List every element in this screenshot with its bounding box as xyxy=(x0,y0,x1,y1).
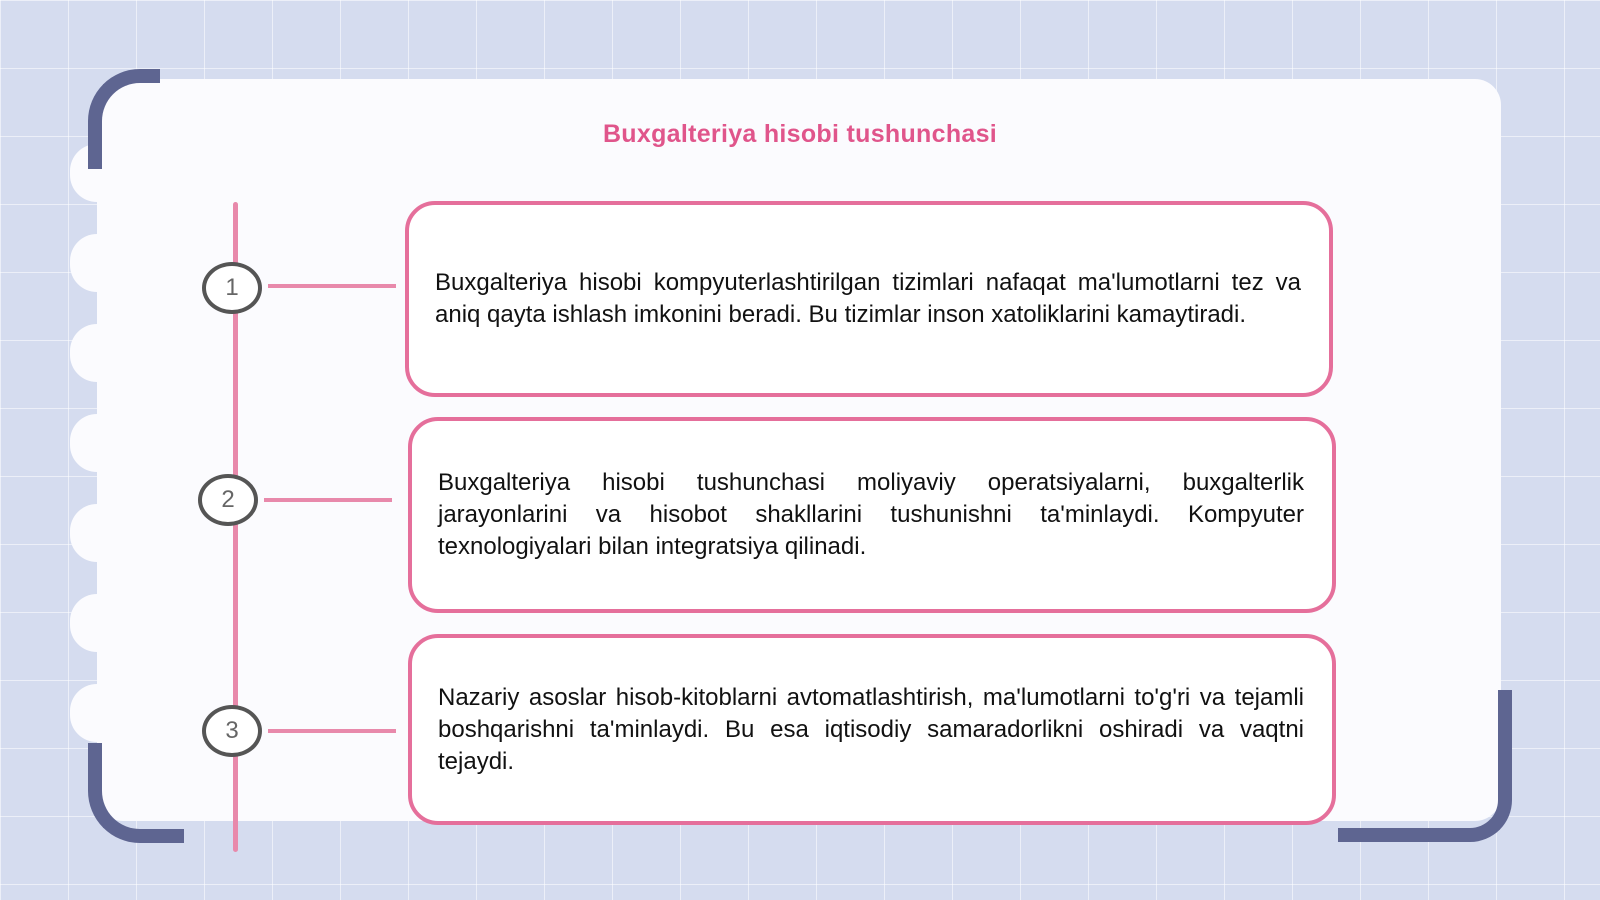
step-card-text: Buxgalteriya hisobi tushunchasi moliyaviy operatsiyalarni, buxgalterlik jarayonlarini va hisobot shakllarini tushunishni ta'minlaydi. Kompyuter texnologiyalari bilan integratsiya qilinadi. xyxy=(438,469,1304,560)
timeline-connector xyxy=(268,284,396,288)
step-number-circle xyxy=(202,705,262,757)
sheet-scallop xyxy=(70,324,124,382)
corner-bracket-bottom-left xyxy=(88,743,184,843)
sheet-scallop xyxy=(70,594,124,652)
step-number-circle xyxy=(202,262,262,314)
sheet-scallop xyxy=(70,504,124,562)
step-number-circle xyxy=(198,474,258,526)
step-card xyxy=(408,634,1336,825)
sheet-scallop xyxy=(70,414,124,472)
sheet-scallop xyxy=(70,234,124,292)
sheet-scallop xyxy=(70,684,124,742)
step-number: 2 xyxy=(221,486,235,513)
step-card-text: Nazariy asoslar hisob-kitoblarni avtomatlashtirish, ma'lumotlarni to'g'ri va tejamli boshqarishni ta'minlaydi. Bu esa iqtisodiy samaradorlikni oshiradi va vaqtni tejaydi. xyxy=(438,683,1304,775)
step-number: 3 xyxy=(225,717,239,744)
step-card xyxy=(405,201,1333,397)
step-card xyxy=(408,417,1336,613)
timeline-connector xyxy=(264,498,392,502)
step-card-text: Buxgalteriya hisobi kompyuterlashtirilgan tizimlari nafaqat ma'lumotlarni tez va aniq qayta ishlash imkonini beradi. Bu tizimlar inson xatoliklarini kamaytiradi. xyxy=(435,269,1301,328)
corner-bracket-bottom-right xyxy=(1338,690,1512,842)
slide-title: Buxgalteriya hisobi tushunchasi xyxy=(602,120,998,148)
corner-bracket-top-left xyxy=(88,69,160,169)
step-number: 1 xyxy=(225,274,239,301)
timeline-connector xyxy=(268,729,396,733)
